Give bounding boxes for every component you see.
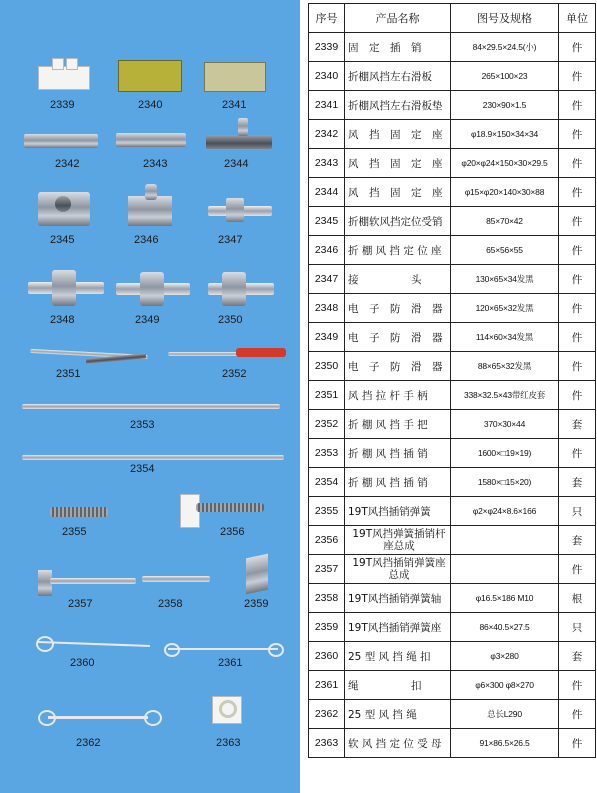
cell-name: 风 挡 固 定 座 (345, 120, 451, 149)
table-row (309, 439, 596, 468)
table-row (309, 294, 596, 323)
table-row (309, 729, 596, 758)
cell-no: 2347 (309, 265, 345, 294)
table-row (309, 62, 596, 91)
cell-no: 2360 (309, 642, 345, 671)
locating-nut-ring-image (219, 700, 237, 718)
table-row (309, 671, 596, 700)
cell-name: 风 挡 固 定 座 (345, 178, 451, 207)
table-row (309, 526, 596, 555)
cell-spec: 338×32.5×43带红皮套 (451, 381, 559, 410)
cell-spec: 65×56×55 (451, 236, 559, 265)
locating-pin-receiver-boss-image (55, 196, 71, 212)
photo-label: 2345 (50, 234, 75, 246)
wire-rope-buckle-loop-image (36, 636, 54, 652)
table-row (309, 584, 596, 613)
cell-no: 2342 (309, 120, 345, 149)
cell-name: 19T风挡插销弹簧座总成 (345, 555, 451, 584)
pin-spring-image (50, 507, 108, 517)
table-row (309, 381, 596, 410)
cell-unit: 套 (559, 468, 596, 497)
photo-label: 2347 (218, 234, 243, 246)
cell-unit: 件 (559, 120, 596, 149)
cell-unit: 根 (559, 584, 596, 613)
photo-label: 2362 (76, 737, 101, 749)
header-unit: 单位 (559, 4, 596, 33)
table-row (309, 555, 596, 584)
cell-name: 25 型 风 挡 绳 扣 (345, 642, 451, 671)
cell-unit: 件 (559, 323, 596, 352)
cell-spec: 230×90×1.5 (451, 91, 559, 120)
photo-label: 2352 (222, 368, 247, 380)
cell-name: 折棚软风挡定位受销 (345, 207, 451, 236)
cell-unit: 件 (559, 33, 596, 62)
table-row (309, 265, 596, 294)
cell-spec: φ3×280 (451, 642, 559, 671)
fixed-pin-tab-image (52, 58, 64, 70)
cell-unit: 件 (559, 91, 596, 120)
table-row (309, 207, 596, 236)
cell-unit: 件 (559, 294, 596, 323)
joint-block-image (226, 198, 244, 222)
cell-no: 2357 (309, 555, 345, 584)
cell-name: 25 型 风 挡 绳 (345, 700, 451, 729)
cell-no: 2341 (309, 91, 345, 120)
cell-name: 折棚风挡左右滑板垫 (345, 91, 451, 120)
cell-no: 2343 (309, 149, 345, 178)
long-windshield-pin-image (22, 404, 280, 409)
cell-unit: 件 (559, 555, 596, 584)
cell-spec: 370×30×44 (451, 410, 559, 439)
windshield-seat-image (116, 133, 186, 147)
cell-spec: 85×70×42 (451, 207, 559, 236)
wire-rope-image (168, 648, 278, 650)
cell-name: 折 棚 风 挡 插 销 (345, 468, 451, 497)
photo-label: 2346 (134, 234, 159, 246)
spring-pin-rod-image (196, 503, 264, 512)
windshield-handle-image (168, 352, 240, 356)
table-row (309, 178, 596, 207)
cell-no: 2349 (309, 323, 345, 352)
cell-unit: 件 (559, 236, 596, 265)
cell-spec: φ15×φ20×140×30×88 (451, 178, 559, 207)
table-row (309, 33, 596, 62)
cell-spec: 114×60×34发黑 (451, 323, 559, 352)
cell-unit: 件 (559, 439, 596, 468)
cell-spec: 130×65×34发黑 (451, 265, 559, 294)
cell-spec: 1580×□15×20) (451, 468, 559, 497)
cell-name: 19T风挡弹簧插销杆座总成 (345, 526, 451, 555)
table-header-row (309, 4, 596, 33)
table-row (309, 120, 596, 149)
photo-label: 2341 (222, 99, 247, 111)
cell-no: 2359 (309, 613, 345, 642)
cell-unit: 件 (559, 381, 596, 410)
anti-skid-device-block-image (140, 272, 164, 306)
windshield-handle-grip-image (236, 348, 286, 357)
table-row (309, 149, 596, 178)
cell-no: 2363 (309, 729, 345, 758)
photo-label: 2356 (220, 526, 245, 538)
cell-spec: φ18.9×150×34×34 (451, 120, 559, 149)
photo-label: 2355 (62, 526, 87, 538)
photo-label: 2360 (70, 657, 95, 669)
table-row (309, 91, 596, 120)
wire-rope-loop-image (164, 643, 180, 657)
spring-seat-assembly-rod-image (50, 578, 136, 584)
cell-name: 接 头 (345, 265, 451, 294)
cell-unit: 套 (559, 526, 596, 555)
cell-name: 电 子 防 滑 器 (345, 294, 451, 323)
cell-spec: 1600×□19×19) (451, 439, 559, 468)
cell-no: 2340 (309, 62, 345, 91)
windshield-seat-post-image (238, 118, 248, 136)
table-row (309, 352, 596, 381)
photo-label: 2350 (218, 314, 243, 326)
cell-unit: 套 (559, 642, 596, 671)
cell-no: 2348 (309, 294, 345, 323)
cell-unit: 件 (559, 149, 596, 178)
wire-rope-loop-image (268, 643, 284, 657)
photo-label: 2361 (218, 657, 243, 669)
cell-no: 2354 (309, 468, 345, 497)
cell-no: 2345 (309, 207, 345, 236)
photo-label: 2343 (143, 158, 168, 170)
cell-no: 2353 (309, 439, 345, 468)
header-spec: 图号及规格 (451, 4, 559, 33)
photo-label: 2351 (56, 368, 81, 380)
anti-skid-device-block-image (52, 270, 76, 306)
cell-no: 2356 (309, 526, 345, 555)
locating-seat-image (128, 196, 172, 226)
table-row (309, 642, 596, 671)
photo-label: 2348 (50, 314, 75, 326)
photo-label: 2349 (135, 314, 160, 326)
cell-name: 绳 扣 (345, 671, 451, 700)
cell-unit: 件 (559, 700, 596, 729)
cell-spec: φ16.5×186 M10 (451, 584, 559, 613)
photo-label: 2363 (216, 737, 241, 749)
cell-name: 折 棚 风 挡 定 位 座 (345, 236, 451, 265)
cell-unit: 件 (559, 352, 596, 381)
cell-no: 2351 (309, 381, 345, 410)
cell-no: 2355 (309, 497, 345, 526)
spring-seat-image (246, 554, 268, 595)
photo-label: 2354 (130, 463, 155, 475)
cell-spec: 265×100×23 (451, 62, 559, 91)
cell-spec: 84×29.5×24.5(小) (451, 33, 559, 62)
table-row (309, 410, 596, 439)
fixed-pin-tab-image (66, 58, 78, 70)
slide-plate-image (118, 60, 182, 92)
cell-no: 2339 (309, 33, 345, 62)
windshield-seat-image (24, 134, 98, 148)
table-body (309, 33, 596, 758)
cell-spec (451, 555, 559, 584)
cell-spec: 91×86.5×26.5 (451, 729, 559, 758)
table-row (309, 700, 596, 729)
header-no: 序号 (309, 4, 345, 33)
cell-no: 2361 (309, 671, 345, 700)
cell-spec: 120×65×32发黑 (451, 294, 559, 323)
photo-label: 2353 (130, 419, 155, 431)
locating-seat-post-image (145, 184, 157, 200)
table-row (309, 497, 596, 526)
table-row (309, 323, 596, 352)
fixed-pin-part-image (38, 66, 90, 90)
product-spec-table (308, 3, 596, 758)
windshield-rope-loop-image (144, 710, 162, 726)
cell-unit: 套 (559, 410, 596, 439)
cell-name: 风 挡 拉 杆 手 柄 (345, 381, 451, 410)
cell-no: 2362 (309, 700, 345, 729)
cell-spec: φ20×φ24×150×30×29.5 (451, 149, 559, 178)
cell-spec: φ6×300 φ8×270 (451, 671, 559, 700)
cell-name: 19T风挡插销弹簧 (345, 497, 451, 526)
windshield-seat-image (206, 135, 272, 149)
photo-label: 2358 (158, 598, 183, 610)
header-name: 产品名称 (345, 4, 451, 33)
cell-no: 2346 (309, 236, 345, 265)
cell-spec: φ2×φ24×8.6×166 (451, 497, 559, 526)
cell-spec: 88×65×32发黑 (451, 352, 559, 381)
cell-spec: 86×40.5×27.5 (451, 613, 559, 642)
cell-unit: 只 (559, 497, 596, 526)
cell-no: 2344 (309, 178, 345, 207)
slide-plate-pad-image (204, 62, 266, 92)
cell-no: 2350 (309, 352, 345, 381)
cell-no: 2358 (309, 584, 345, 613)
cell-name: 固 定 插 销 (345, 33, 451, 62)
cell-name: 电 子 防 滑 器 (345, 352, 451, 381)
cell-unit: 件 (559, 207, 596, 236)
cell-name: 折 棚 风 挡 插 销 (345, 439, 451, 468)
cell-spec: 总长L290 (451, 700, 559, 729)
cell-name: 软 风 挡 定 位 受 母 (345, 729, 451, 758)
table-row (309, 468, 596, 497)
wire-rope-buckle-image (38, 641, 150, 647)
table-row (309, 613, 596, 642)
table-row (309, 236, 596, 265)
photo-label: 2359 (244, 598, 269, 610)
cell-unit: 只 (559, 613, 596, 642)
cell-unit: 件 (559, 671, 596, 700)
cell-unit: 件 (559, 265, 596, 294)
cell-name: 电 子 防 滑 器 (345, 323, 451, 352)
cell-name: 19T风挡插销弹簧轴 (345, 584, 451, 613)
photo-label: 2357 (68, 598, 93, 610)
cell-unit: 件 (559, 62, 596, 91)
windshield-rope-image (48, 716, 148, 719)
cell-name: 风 挡 固 定 座 (345, 149, 451, 178)
cell-unit: 件 (559, 178, 596, 207)
cell-unit: 件 (559, 729, 596, 758)
photo-label: 2344 (224, 158, 249, 170)
cell-name: 19T风挡插销弹簧座 (345, 613, 451, 642)
cell-spec (451, 526, 559, 555)
cell-name: 折棚风挡左右滑板 (345, 62, 451, 91)
long-windshield-pin-image (22, 455, 284, 460)
cell-name: 折 棚 风 挡 手 把 (345, 410, 451, 439)
anti-skid-device-block-image (222, 272, 246, 306)
cell-no: 2352 (309, 410, 345, 439)
spring-shaft-image (142, 576, 210, 582)
photo-label: 2340 (138, 99, 163, 111)
photo-label: 2339 (50, 99, 75, 111)
windshield-rope-loop-image (38, 710, 56, 726)
photo-label: 2342 (55, 158, 80, 170)
